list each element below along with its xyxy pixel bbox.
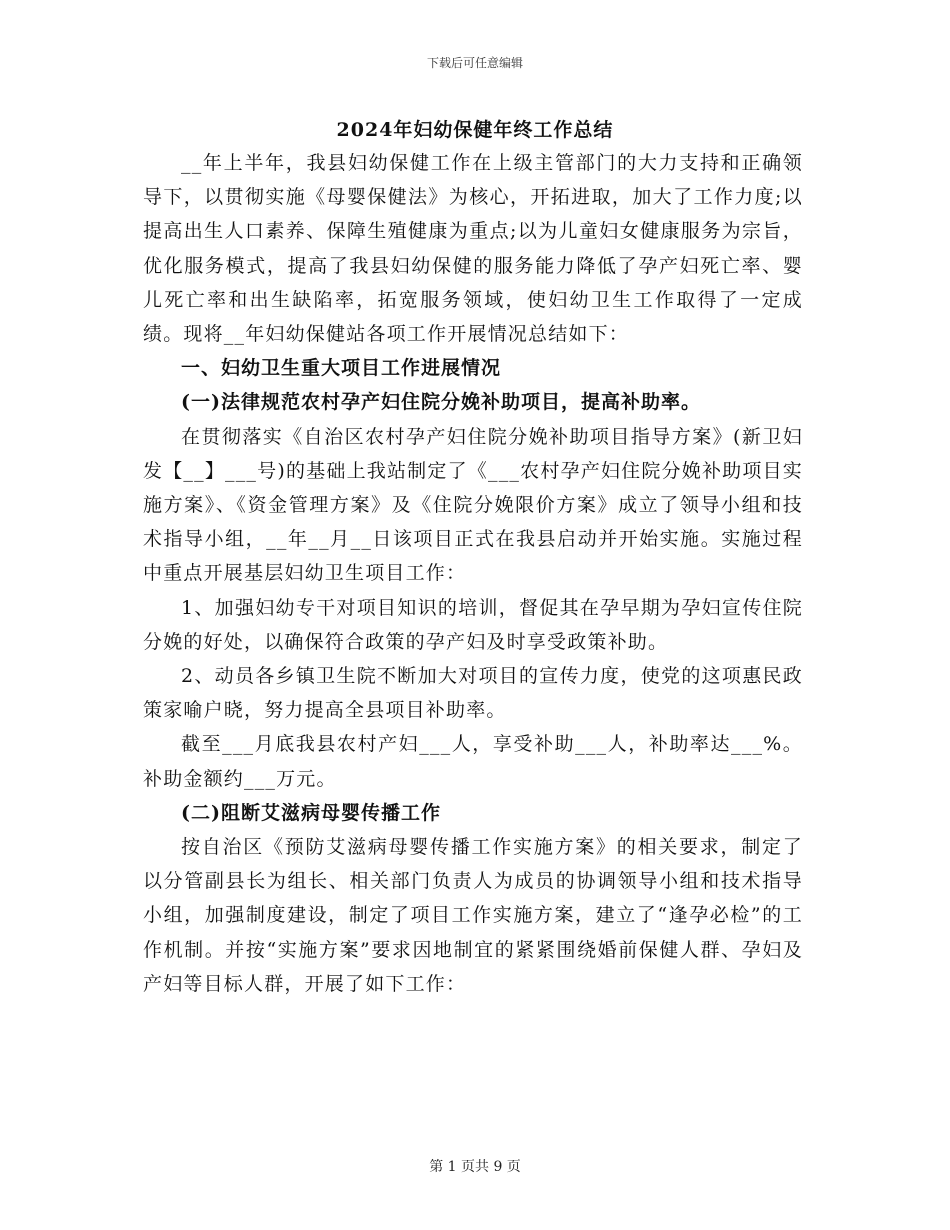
- paragraph-intro: __年上半年，我县妇幼保健工作在上级主管部门的大力支持和正确领导下，以贯彻实施《母婴保健法》为核心，开拓进取，加大了工作力度;以提高出生人口素养、保障生殖健康为重点;以为儿童妇女健康服务为宗旨，优化服务模式，提高了我县妇幼保健的服务能力降低了孕产妇死亡率、婴儿死亡率和出生缺陷率，拓宽服务领域，使妇幼卫生工作取得了一定成绩。现将__年妇幼保健站各项工作开展情况总结如下：: [143, 152, 803, 346]
- subsection-heading-1: (一)法律规范农村孕产妇住院分娩补助项目，提高补助率。: [181, 391, 701, 414]
- paragraph-statistics: 截至___月底我县农村产妇___人，享受补助___人，补助率达___%。补助金额约___万元。: [143, 733, 803, 790]
- document-body: [143, 146, 803, 1001]
- document-title: 2024年妇幼保健年终工作总结: [336, 119, 614, 141]
- header-note: 下载后可任意编辑: [426, 56, 523, 70]
- paragraph-subsidy-plan: 在贯彻落实《自治区农村孕产妇住院分娩补助项目指导方案》(新卫妇发【__】___号)的基础上我站制定了《___农村孕产妇住院分娩补助项目实施方案》、《资金管理方案》及《住院分娩限价方案》成立了领导小组和技术指导小组，__年__月__日该项目正式在我县启动并开始实施。实施过程中重点开展基层妇幼卫生项目工作：: [143, 425, 803, 585]
- page-number: 第 1 页共 9 页: [429, 1159, 521, 1175]
- subsection-heading-2: (二)阻断艾滋病母婴传播工作: [181, 801, 441, 824]
- paragraph-item-1: 1、加强妇幼专干对项目知识的培训，督促其在孕早期为孕妇宣传住院分娩的好处，以确保符合政策的孕产妇及时享受政策补助。: [143, 596, 803, 653]
- paragraph-item-2: 2、动员各乡镇卫生院不断加大对项目的宣传力度，使党的这项惠民政策家喻户晓，努力提高全县项目补助率。: [143, 665, 803, 722]
- section-heading-1: 一、妇幼卫生重大项目工作进展情况: [181, 357, 502, 380]
- paragraph-aids-prevention: 按自治区《预防艾滋病母婴传播工作实施方案》的相关要求，制定了以分管副县长为组长、相关部门负责人为成员的协调领导小组和技术指导小组，加强制度建设，制定了项目工作实施方案，建立了“逢孕必检”的工作机制。并按“实施方案”要求因地制宜的紧紧围绕婚前保健人群、孕妇及产妇等目标人群，开展了如下工作：: [143, 836, 803, 995]
